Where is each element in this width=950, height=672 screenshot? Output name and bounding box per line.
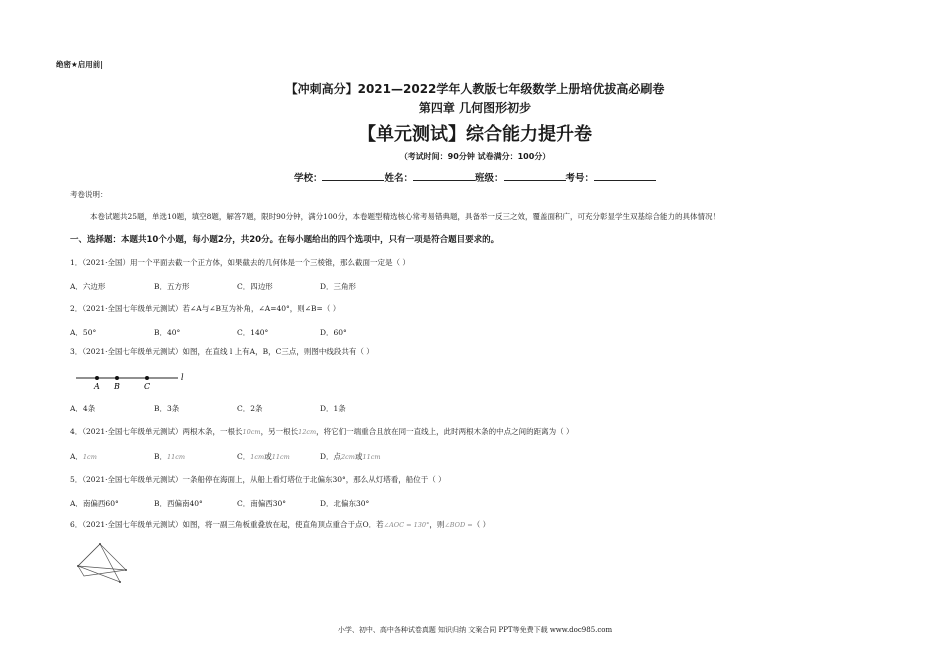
q1-option-c: C．四边形 [237, 282, 273, 291]
student-info-line [0, 170, 950, 184]
vertex-o [77, 565, 79, 567]
q5-option-a: A．南偏西60° [70, 499, 119, 508]
number-label: 考号： [565, 173, 595, 184]
point-a [95, 376, 99, 380]
q3-option-b: B．3条 [154, 404, 180, 413]
point-c-label: C [144, 382, 151, 391]
section-title: 一、选择题：本题共10个小题，每小题2分，共20分。在每小题给出的四个选项中，只有一项是符合题目要求的。 [70, 235, 500, 245]
q5-option-d: D．北偏东30° [320, 499, 370, 508]
q4-option-a-value: 1cm [82, 453, 97, 461]
q4-option-d-or: 或 [354, 452, 363, 461]
q4-option-b-value: 11cm [167, 453, 186, 461]
point-b-label: B [114, 382, 120, 391]
q3-option-a: A．4条 [70, 404, 96, 413]
q4-option-b [154, 451, 185, 462]
q4-option-b-letter: B． [154, 452, 168, 461]
question-3-stem: 3．（2021·全国七年级单元测试）如图，在直线 l 上有A，B，C三点，则图中线段共有（ ） [70, 347, 374, 356]
q2-option-c: C．140° [237, 328, 269, 337]
chapter-title: 第四章 几何图形初步 [418, 101, 532, 115]
name-blank[interactable] [413, 171, 475, 181]
q5-option-c: C．南偏西30° [237, 499, 287, 508]
point-c [145, 376, 149, 380]
q4-option-a-letter: A． [70, 452, 83, 461]
question-4-stem [70, 427, 574, 437]
question-2-stem: 2．（2021·全国七年级单元测试）若∠A与∠B互为补角，∠A=40°，则∠B=（ ） [70, 304, 341, 313]
school-label: 学校： [293, 173, 323, 184]
q6-triangle-figure [72, 540, 134, 586]
q6-angle-aoc: ∠AOC = 130° [383, 521, 430, 529]
q6-stem-part: （ ） [472, 520, 491, 529]
q4-length-1: 10cm [242, 428, 261, 436]
q6-angle-bod: ∠BOD = [444, 521, 473, 529]
q4-length-2: 12cm [298, 428, 317, 436]
q1-option-b: B．五方形 [154, 282, 190, 291]
exam-title: 【冲刺高分】2021—2022学年人教版七年级数学上册培优拔高必刷卷 [285, 82, 665, 96]
q4-option-d [320, 451, 381, 462]
page-footer: 小学、初中、高中各种试卷真题 知识归纳 文案合同 PPT等免费下载 www.doc985.com [337, 626, 613, 634]
test-title: 【单元测试】综合能力提升卷 [358, 124, 592, 145]
q4-stem-part: ，将它们一端重合且放在同一直线上，此时两根木条的中点之间的距离为（ ） [316, 427, 574, 436]
q5-option-b: B．西偏南40° [154, 499, 203, 508]
q3-line-figure [74, 370, 194, 392]
notes-body: 本卷试题共25题，单选10题，填空8题，解答7题，限时90分钟，满分100分，本卷题型精选核心常考易错典题，具备举一反三之效，覆盖面积广，可充分彰显学生双基综合能力的具体情况！ [90, 212, 720, 221]
confidential-mark: 绝密★启用前| [56, 60, 103, 69]
q4-option-d-letter: D．点 [320, 452, 342, 461]
q2-option-d: D．60° [320, 328, 347, 337]
q4-option-d-value2: 11cm [362, 453, 381, 461]
line-l-label: l [181, 373, 184, 382]
q6-stem-part: 6．（2021·全国七年级单元测试）如图，将一副三角板重叠放在起，使直角顶点重合于点O．若 [70, 520, 384, 529]
q3-option-c: C．2条 [237, 404, 263, 413]
vertex [119, 581, 121, 583]
point-a-label: A [94, 382, 100, 391]
question-6-stem [70, 520, 490, 530]
point-b [115, 376, 119, 380]
q1-option-a: A．六边形 [70, 282, 106, 291]
q4-option-a [70, 451, 97, 462]
class-label: 班级： [475, 173, 504, 184]
q3-option-d: D．1条 [320, 404, 346, 413]
triangle-edge [78, 566, 126, 570]
vertex [125, 569, 127, 571]
question-1-stem: 1．（2021·全国）用一个平面去截一个正方体，如果截去的几何体是一个三棱锥，那么截面一定是（ ） [70, 258, 410, 267]
vertex [99, 543, 101, 545]
q1-option-d: D．三角形 [320, 282, 357, 291]
class-blank[interactable] [504, 171, 566, 181]
triangle-2 [78, 544, 126, 576]
q4-stem-part: ，另一根长 [260, 427, 299, 436]
q4-option-c-or: 或 [264, 452, 272, 461]
q4-option-c-value: 1cm [250, 453, 265, 461]
q2-option-a: A．50° [70, 328, 97, 337]
q6-stem-part: ，则 [429, 520, 445, 529]
q4-option-d-value: 2cm [341, 453, 355, 461]
q4-stem-part: 4．（2021·全国七年级单元测试）两根木条，一根长 [70, 427, 243, 436]
exam-subtitle: （考试时间：90分钟 试卷满分：100分） [399, 152, 551, 161]
q4-option-c-letter: C． [237, 452, 251, 461]
number-blank[interactable] [594, 171, 656, 181]
name-label: 姓名： [384, 173, 413, 184]
notes-heading: 考卷说明： [70, 190, 108, 199]
school-blank[interactable] [322, 171, 384, 181]
q2-option-b: B．40° [154, 328, 181, 337]
question-5-stem: 5．（2021·全国七年级单元测试）一条船停在海面上，从船上看灯塔位于北偏东30°，那么从灯塔看，船位于（ ） [70, 475, 446, 484]
q4-option-c-value2: 11cm [271, 453, 290, 461]
q4-option-c [237, 451, 290, 462]
